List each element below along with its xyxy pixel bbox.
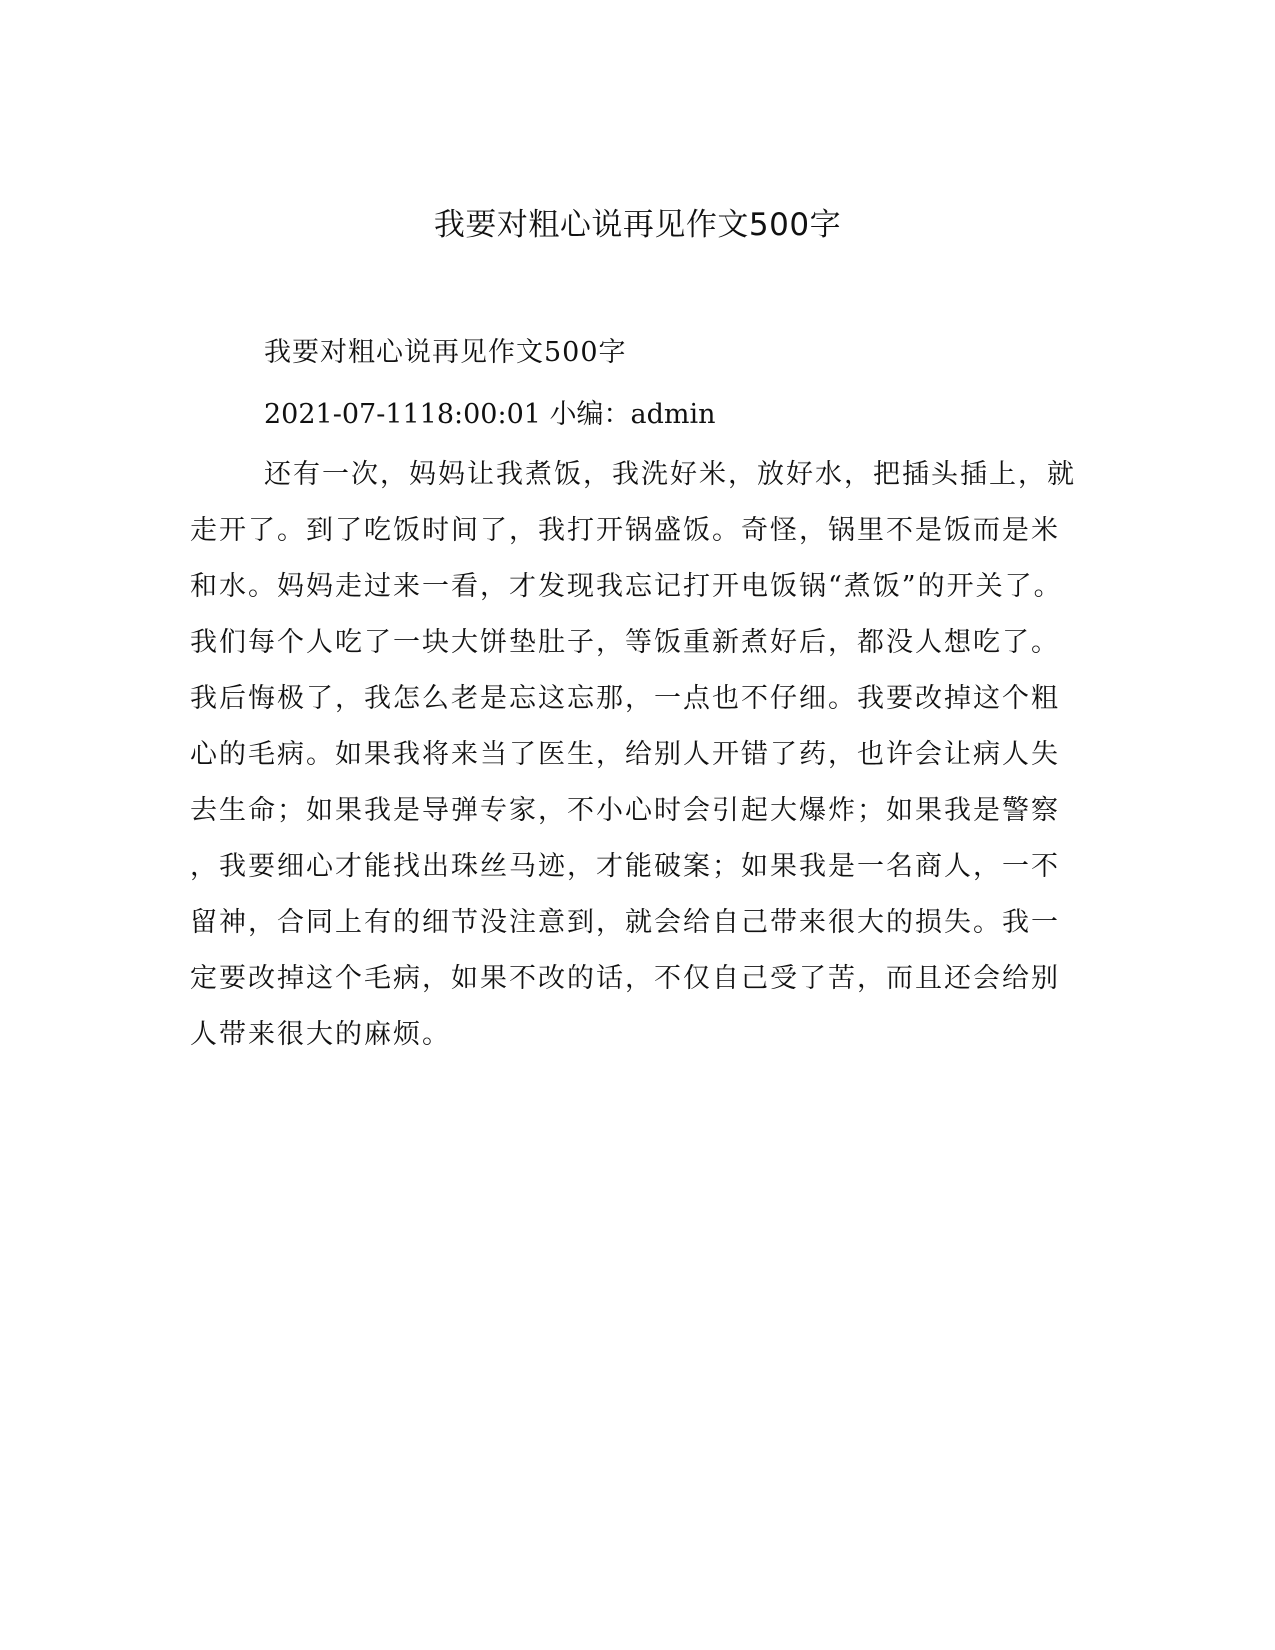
- document-title: 我要对粗心说再见作文500字: [433, 207, 842, 243]
- body-line: 定要改掉这个毛病，如果不改的话，不仅自己受了苦，而且还会给别: [190, 963, 1060, 994]
- body-line: 去生命；如果我是导弹专家，不小心时会引起大爆炸；如果我是警察: [190, 795, 1060, 826]
- body-line: 还有一次，妈妈让我煮饭，我洗好米，放好水，把插头插上，就: [264, 459, 1076, 490]
- body-line: 人带来很大的麻烦。: [190, 1019, 451, 1050]
- body-line: 留神，合同上有的细节没注意到，就会给自己带来很大的损失。我一: [190, 907, 1060, 938]
- body-line: 心的毛病。如果我将来当了医生，给别人开错了药，也许会让病人失: [190, 739, 1060, 770]
- article-subtitle: 我要对粗心说再见作文500字: [264, 337, 627, 368]
- body-line: ，我要细心才能找出珠丝马迹，才能破案；如果我是一名商人，一不: [190, 851, 1060, 882]
- body-line: 走开了。到了吃饭时间了，我打开锅盛饭。奇怪，锅里不是饭而是米: [190, 515, 1060, 546]
- body-line: 我后悔极了，我怎么老是忘这忘那，一点也不仔细。我要改掉这个粗: [190, 683, 1060, 714]
- body-line: 和水。妈妈走过来一看，才发现我忘记打开电饭锅“煮饭”的开关了。: [190, 571, 1063, 602]
- article-byline: 2021-07-1118:00:01 小编：admin: [264, 399, 716, 430]
- body-line: 我们每个人吃了一块大饼垫肚子，等饭重新煮好后，都没人想吃了。: [190, 627, 1060, 658]
